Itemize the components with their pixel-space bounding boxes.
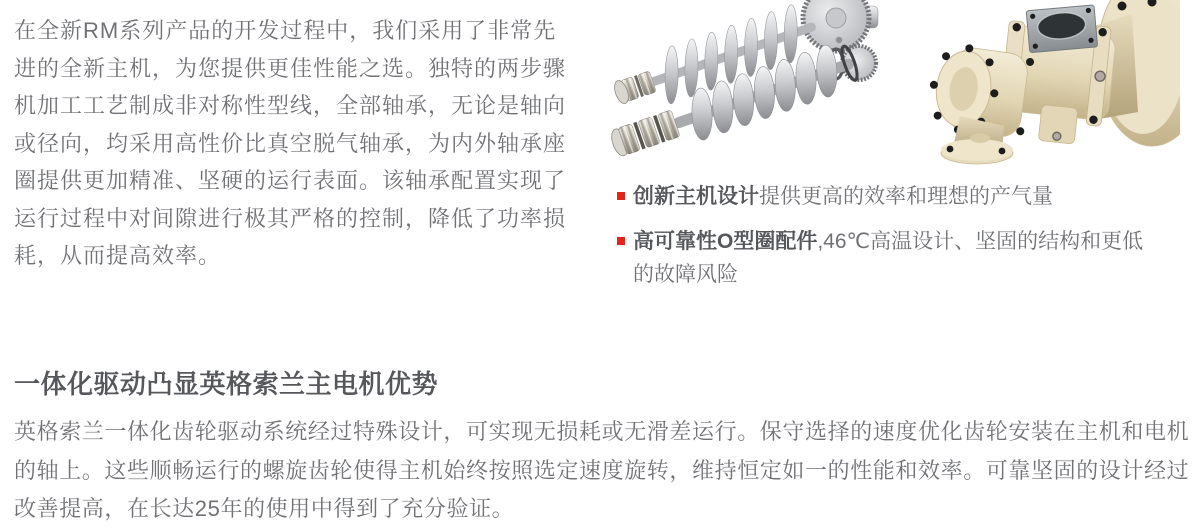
feature-desc: 提供更高的效率和理想的产气量 [759,185,1053,208]
bullet-square-icon [617,192,625,200]
compressor-airend-illustration [890,0,1180,172]
feature-desc: ,46℃高温设计、坚固的结构和更低的故障风险 [633,230,1144,286]
feature-list [617,180,1177,303]
front-rotor [677,39,852,145]
feature-text-wrap [633,230,1143,286]
section-heading: 一体化驱动凸显英格索兰主电机优势 [14,369,439,399]
intro-paragraph: 在全新RM系列产品的开发过程中，我们采用了非常先进的全新主机，为您提供更佳性能之选。独特的两步骤机加工工艺制成非对称性型线，全部轴承，无论是轴向或径向，均采用高性价比真空脱气轴承，为内外轴承座圈提供更加精准、坚硬的运行表面。该轴承配置实现了运行过程中对间隙进行极其严格的控制，降低了功率损耗，从而提高效率。 [14,18,567,268]
inlet-port [1026,5,1097,53]
feature-title: 高可靠性O型圈配件 [633,230,818,253]
back-bearing [612,70,657,105]
feature-title: 创新主机设计 [633,185,759,208]
feature-item-o-ring [617,225,1148,291]
bottom-paragraph: 英格索兰一体化齿轮驱动系统经过特殊设计，可实现无损耗或无滑差运行。保守选择的速度优化齿轮安装在主机和电机的轴上。这些顺畅运行的螺旋齿轮使得主机始终按照选定速度旋转，维持恒定如一的性能和效率。可靠坚固的设计经过改善提高，在长达25年的使用中得到了充分验证。 [14,419,1190,521]
feature-item-main-unit-design [617,180,1148,213]
twin-screw-rotor-image [602,0,880,178]
twin-screw-rotor-illustration [602,0,880,178]
airend-image [890,0,1180,172]
support-bracket [1038,105,1078,145]
feature-text-wrap [633,185,1053,208]
front-bearing [609,110,681,158]
bullet-square-icon [617,237,625,245]
